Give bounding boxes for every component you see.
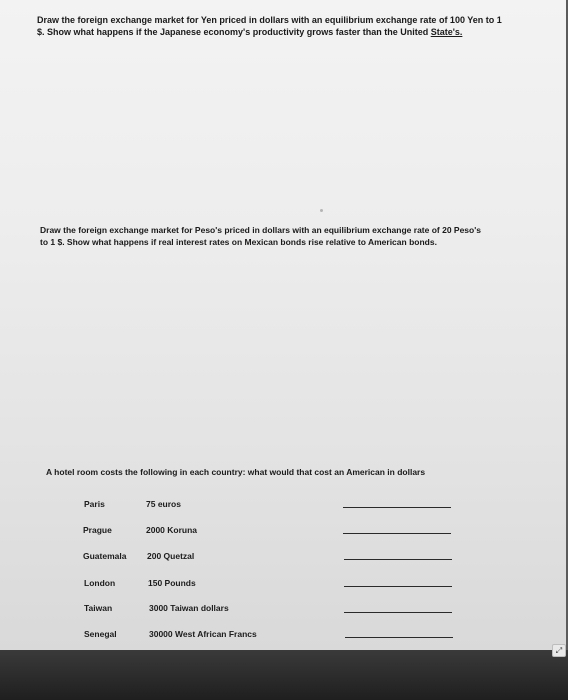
question-2-line-2: to 1 $. Show what happens if real interest rates on Mexican bonds rise relative to American bonds.	[40, 237, 437, 247]
background-surface	[0, 650, 568, 700]
table-row	[0, 499, 566, 515]
question-3: A hotel room costs the following in each country: what would that cost an American in dollars	[46, 467, 426, 477]
question-1-line-1: Draw the foreign exchange market for Yen priced in dollars with an equilibrium exchange rate of 100 Yen to 1	[37, 15, 502, 25]
answer-blank[interactable]	[344, 612, 452, 613]
expand-icon[interactable]: ⤢	[552, 644, 566, 657]
hotel-price: 3000 Taiwan dollars	[149, 603, 229, 613]
question-2-line-1: Draw the foreign exchange market for Peso's priced in dollars with an equilibrium exchange rate of 20 Peso's	[40, 225, 481, 235]
pointer-mark	[320, 209, 323, 212]
hotel-price: 150 Pounds	[148, 578, 196, 588]
hotel-price: 200 Quetzal	[147, 551, 195, 561]
city-name: London	[84, 578, 116, 588]
question-1	[37, 14, 557, 38]
question-2	[40, 224, 540, 248]
table-row	[0, 629, 566, 645]
answer-blank[interactable]	[344, 586, 452, 587]
city-name: Paris	[84, 499, 105, 509]
answer-blank[interactable]	[345, 637, 453, 638]
table-row	[0, 551, 566, 567]
city-name: Taiwan	[84, 603, 113, 613]
table-row	[0, 603, 566, 619]
question-1-underlined-word: State's.	[430, 27, 463, 37]
city-name: Prague	[83, 525, 112, 535]
answer-blank[interactable]	[343, 533, 451, 534]
city-name: Guatemala	[83, 551, 127, 561]
hotel-price: 30000 West African Francs	[149, 629, 257, 639]
city-name: Senegal	[84, 629, 117, 639]
question-1-line-2-text: $. Show what happens if the Japanese economy's productivity grows faster than the United	[37, 27, 431, 37]
answer-blank[interactable]	[343, 507, 451, 508]
table-row	[0, 578, 566, 594]
question-1-line-2	[37, 26, 557, 38]
hotel-price: 75 euros	[146, 499, 181, 509]
hotel-price: 2000 Koruna	[146, 525, 198, 535]
table-row	[0, 525, 566, 541]
answer-blank[interactable]	[344, 559, 452, 560]
